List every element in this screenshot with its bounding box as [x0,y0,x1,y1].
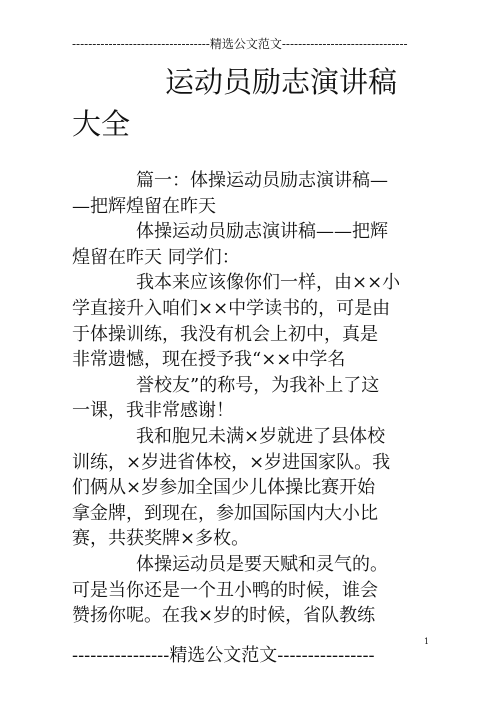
document-title-line-1: 运动员励志演讲稿 [165,65,398,99]
body-line: 体操运动员励志演讲稿——把辉 [136,221,388,243]
body-line: 赛，共获奖牌×多枚。 [72,528,250,550]
body-line: 篇一：体操运动员励志演讲稿— [136,170,388,191]
body-line: 训练，×岁进省体校，×岁进国家队。我 [72,451,391,473]
body-line: 可是当你还是一个丑小鸭的时候，谁会 [72,579,378,601]
page-footer: ----------------精选公文范文---------------- [72,645,375,666]
body-line: 誉校友”的称号，为我补上了这 [136,374,380,396]
body-line: 我本来应该像你们一样，由××小 [136,272,401,294]
body-line: 拿金牌，到现在，参加国际国内大小比 [72,502,378,524]
document-body [72,168,434,629]
document-title-line-2: 大全 [72,107,131,141]
body-line: 一课，我非常感谢！ [72,400,234,422]
body-line: 们俩从×岁参加全国少儿体操比赛开始 [72,477,376,499]
body-line: 赞扬你呢。在我×岁的时候，省队教练 [72,605,376,627]
body-line: 体操运动员是要天赋和灵气的。 [136,553,388,575]
page-number: 1 [424,637,430,646]
body-line: 非常遗憾，现在授予我“××中学名 [72,349,346,371]
page-header: ----------------------------------精选公文范文------------------------------- [72,37,408,51]
body-line: 学直接升入咱们××中学读书的，可是由 [72,297,391,319]
body-line: 于体操训练，我没有机会上初中，真是 [72,323,378,345]
body-line: 煌留在昨天 同学们： [72,246,240,268]
body-line: 我和胞兄未满×岁就进了县体校 [136,425,386,447]
body-line: —把辉煌留在昨天 [72,195,216,217]
